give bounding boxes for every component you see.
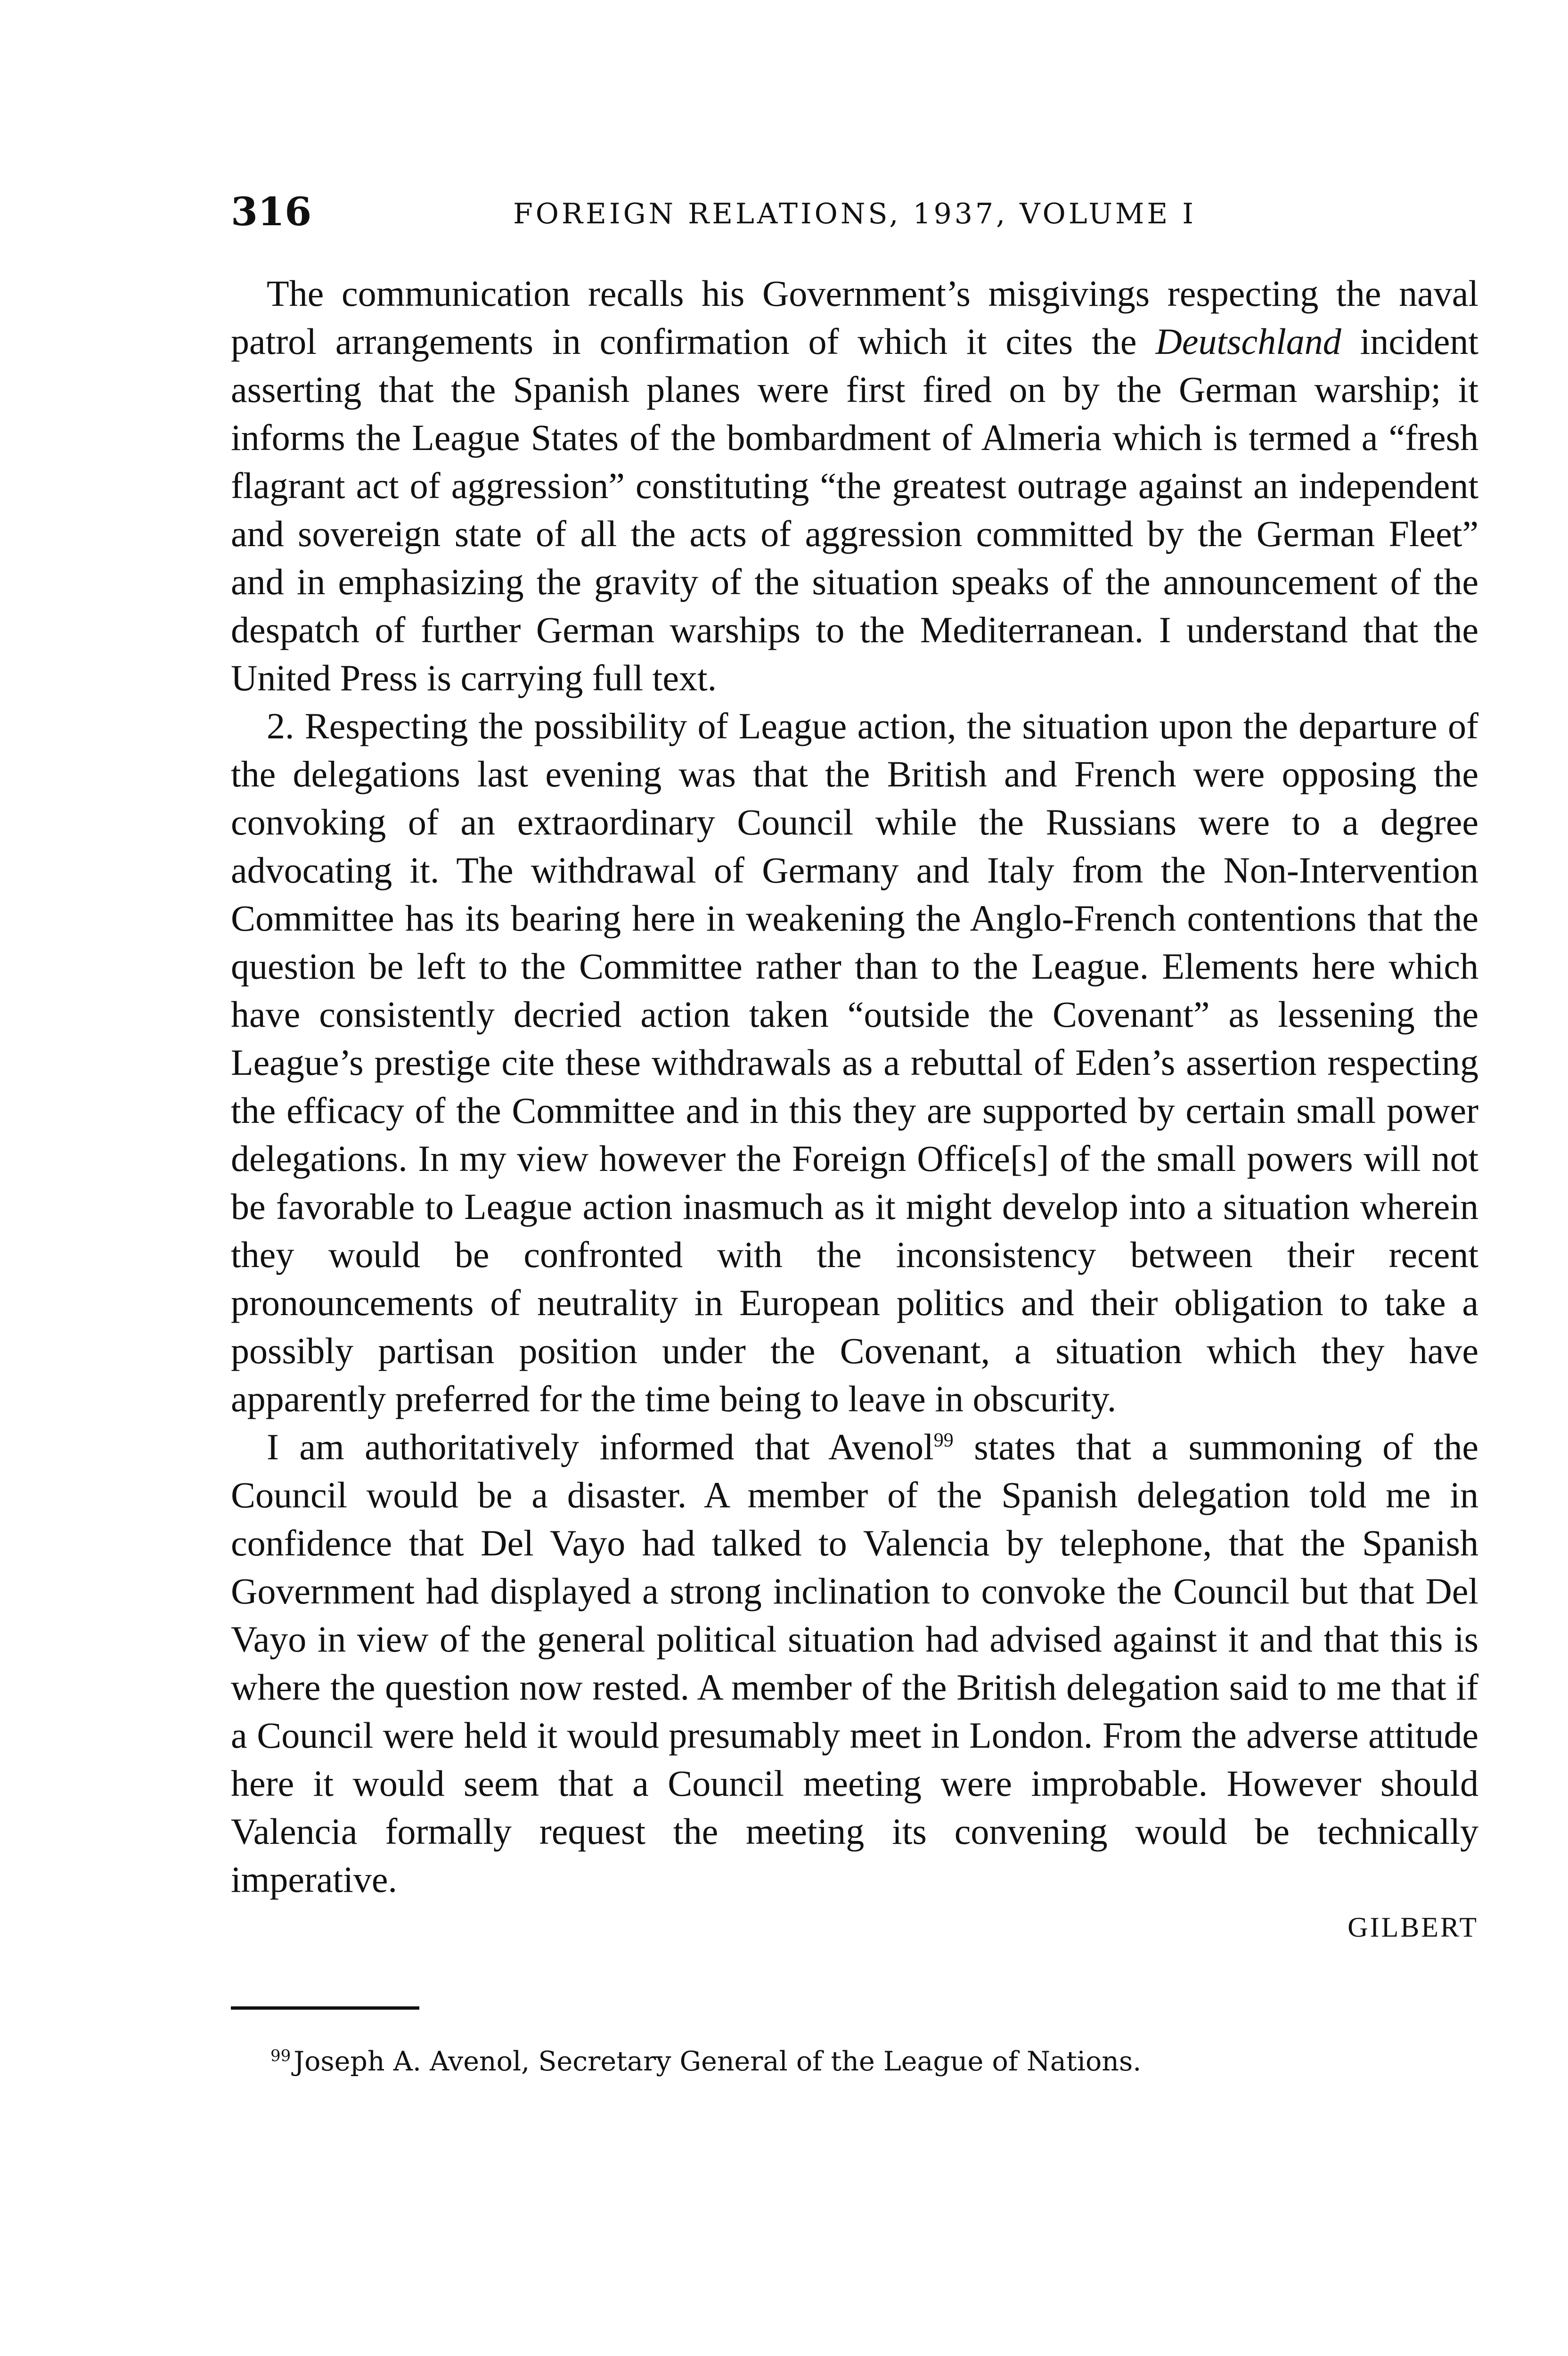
ship-name-italic: Deutschland xyxy=(1155,321,1341,362)
signature: GILBERT xyxy=(1348,1912,1478,1943)
paragraph-1-text-a: The communication recalls his Government’s misgivings respecting the naval patrol arrangements in confirmation of which it cites the xyxy=(231,273,1478,362)
paragraph-3 xyxy=(231,1423,1478,1904)
paragraph-1 xyxy=(231,270,1478,702)
document-page xyxy=(231,188,1478,2080)
footnote-mark: 99 xyxy=(270,2046,291,2065)
footnote-reference[interactable]: 99 xyxy=(933,1430,954,1451)
paragraph-2: 2. Respecting the possibility of League action, the situation upon the departure of the delegations last evening was that the British and French were opposing the convoking of an extraordinary Council while the Russians were to a degree advocating it. The withdrawal of Germany and Italy from the Non-Intervention Committee has its bearing here in weakening the Anglo-French contentions that the question be left to the Committee rather than to the League. Elements here which have consistently decried action taken “outside the Covenant” as lessening the League’s prestige cite these withdrawals as a rebuttal of Eden’s assertion respecting the efficacy of the Committee and in this they are supported by certain small power delegations. In my view however the Foreign Office[s] of the small powers will not be favorable to League action inasmuch as it might develop into a situation wherein they would be confronted with the inconsistency between their recent pronouncements of neutrality in European politics and their obligation to take a possibly partisan position under the Covenant, a situation which they have apparently preferred for the time being to leave in obscurity. xyxy=(231,705,1478,1419)
paragraph-1-text-b: incident asserting that the Spanish planes were first fired on by the German warship; it informs the League States of the bombardment of Almeria which is termed a “fresh flagrant act of aggression” constituting “the greatest outrage against an independent and sovereign state of all the acts of aggression committed by the German Fleet” and in emphasizing the gravity of the situation speaks of the announcement of the despatch of further German warships to the Mediterranean. I understand that the United Press is carrying full text. xyxy=(231,321,1478,698)
body-text xyxy=(231,270,1478,1904)
running-head xyxy=(231,188,1478,240)
paragraph-3-text-a: I am authoritatively informed that Avenol xyxy=(267,1426,934,1467)
footnote-divider xyxy=(231,2006,419,2010)
paragraph-3-text-b: states that a summoning of the Council would be a disaster. A member of the Spanish delegation told me in confidence that Del Vayo had talked to Valencia by telephone, that the Spanish Government had displayed a strong inclination to convoke the Council but that Del Vayo in view of the general political situation had advised against it and that this is where the question now rested. A member of the British delegation said to me that if a Council were held it would presumably meet in London. From the adverse attitude here it would seem that a Council meeting were improbable. However should Valencia formally request the meeting its convening would be technically imperative. xyxy=(231,1426,1478,1900)
footnote xyxy=(231,2043,1478,2080)
running-title: FOREIGN RELATIONS, 1937, VOLUME I xyxy=(513,197,1196,230)
page-number: 316 xyxy=(231,189,312,235)
footnote-text: Joseph A. Avenol, Secretary General of the League of Nations. xyxy=(294,2046,1142,2077)
